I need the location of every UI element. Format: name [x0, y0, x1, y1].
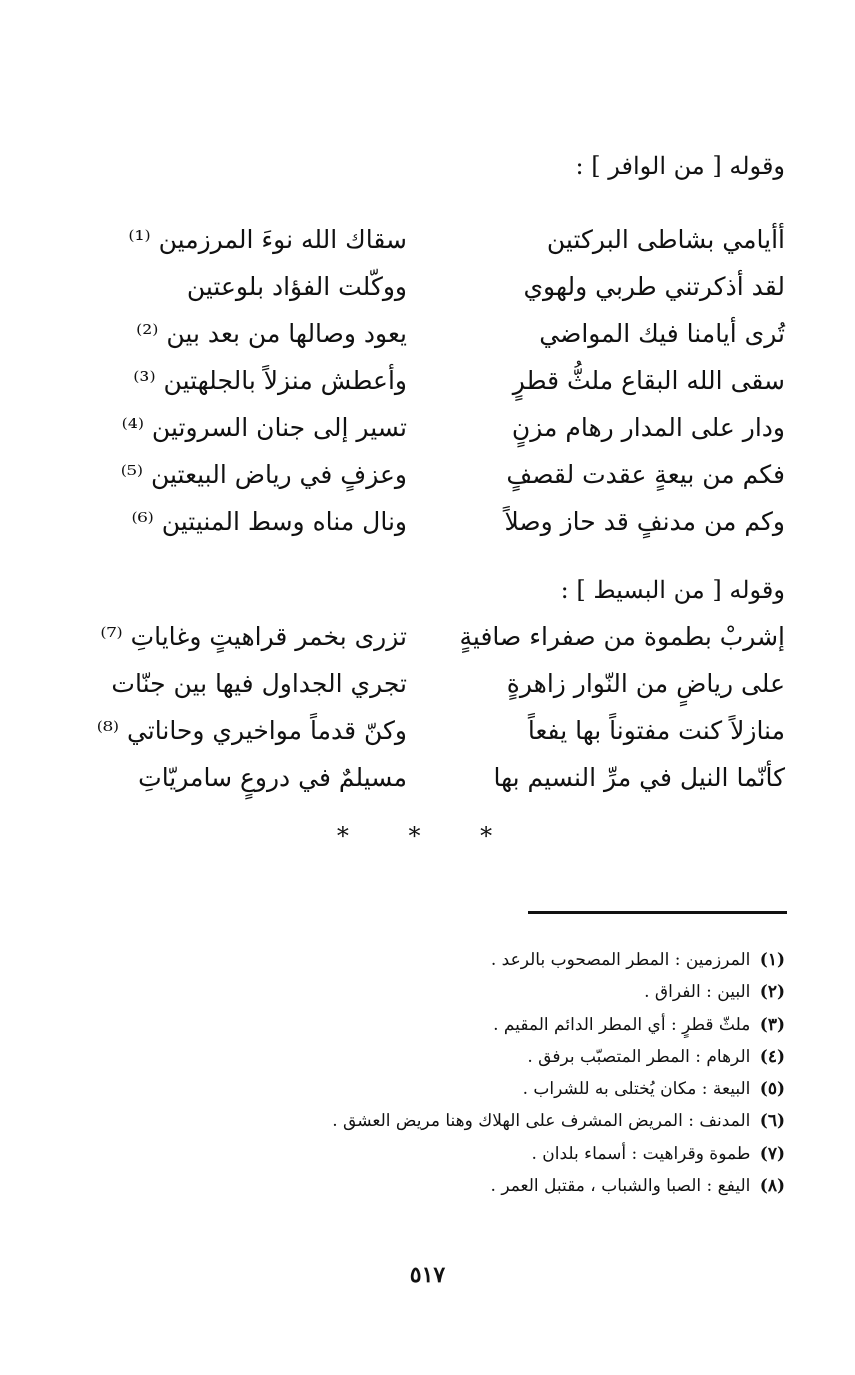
footnote-number: (١) [759, 950, 785, 970]
verse-first-hemistich: أأيامي بشاطى البركتين [546, 225, 785, 254]
verse-second-hemistich: وعزفٍ في رياض البيعتين ⁽⁵⁾ [120, 460, 407, 489]
verse-first-hemistich: لقد أذكرتني طربي ولهوي [523, 272, 785, 301]
footnote-text: المدنف : المريض المشرف على الهلاك وهنا مريض العشق . [332, 1111, 751, 1132]
footnote-number: (٨) [759, 1176, 785, 1197]
verse-line [0, 615, 855, 659]
footnote-text: البيعة : مكان يُختلى به للشراب . [522, 1079, 751, 1100]
footnote-item [65, 1105, 785, 1137]
verse-line [0, 662, 855, 706]
verse-second-hemistich: سقاك الله نوءَ المرزمين ⁽¹⁾ [128, 225, 407, 254]
footnote-divider [528, 911, 787, 914]
footnote-text: اليفع : الصبا والشباب ، مقتبل العمر . [490, 1176, 751, 1197]
verse-first-hemistich: على رياضٍ من النّوار زاهرةٍ [506, 669, 785, 698]
footnote-text: ملثّ قطرٍ : أي المطر الدائم المقيم . [493, 1014, 751, 1035]
verse-first-hemistich: تُرى أيامنا فيك المواضي [539, 319, 785, 348]
verse-first-hemistich: وكم من مدنفٍ قد حاز وصلاً [504, 507, 785, 536]
section-heading-basit: وقوله [ من البسيط ] : [560, 576, 785, 604]
verse-first-hemistich: كأنّما النيل في مرِّ النسيم بها [493, 763, 785, 792]
verse-line [0, 312, 855, 356]
verse-second-hemistich: ووكّلت الفؤاد بلوعتين [186, 272, 407, 301]
verse-line [0, 265, 855, 309]
verse-second-hemistich: يعود وصالها من بعد بين ⁽²⁾ [136, 319, 407, 348]
verse-first-hemistich: فكم من بيعةٍ عقدت لقصفٍ [506, 460, 785, 489]
footnote-item [65, 1009, 785, 1041]
footnote-number: (٢) [759, 982, 785, 1003]
footnote-number: (٤) [759, 1046, 785, 1067]
verse-line [0, 453, 855, 497]
footnote-number: (٥) [759, 1079, 785, 1100]
footnote-text: الرهام : المطر المتصبّب برفق . [527, 1046, 751, 1067]
page-number: ٥١٧ [409, 1262, 446, 1288]
verse-first-hemistich: سقى الله البقاع ملثُّ قطرٍ [512, 366, 785, 395]
verse-second-hemistich: تزرى بخمر قراهيتٍ وغاياتِ ⁽⁷⁾ [100, 622, 407, 651]
footnote-item [65, 944, 785, 976]
footnote-item [65, 976, 785, 1008]
verse-first-hemistich: إشربْ بطموة من صفراء صافيةٍ [459, 622, 785, 651]
verse-line [0, 500, 855, 544]
verse-line [0, 756, 855, 800]
footnotes [65, 944, 785, 1202]
footnote-item [65, 1041, 785, 1073]
verse-line [0, 406, 855, 450]
verse-line [0, 218, 855, 262]
verse-second-hemistich: وكنّ قدماً مواخيري وحاناتي ⁽⁸⁾ [96, 716, 407, 745]
verse-second-hemistich: تسير إلى جنان السروتين ⁽⁴⁾ [121, 413, 407, 442]
verse-first-hemistich: منازلاً كنت مفتوناً بها يفعاً [527, 716, 785, 745]
footnote-item [65, 1170, 785, 1202]
verse-second-hemistich: ونال مناه وسط المنيتين ⁽⁶⁾ [131, 507, 407, 536]
section-separator: * * * [336, 822, 519, 850]
verse-second-hemistich: تجري الجداول فيها بين جنّات [111, 669, 407, 698]
footnote-number: (٧) [759, 1143, 785, 1164]
footnote-text: المرزمين : المطر المصحوب بالرعد . [490, 950, 751, 970]
footnote-number: (٣) [759, 1014, 785, 1035]
verse-first-hemistich: ودار على المدار رهام مزنٍ [511, 413, 785, 442]
verse-line [0, 359, 855, 403]
verse-line [0, 709, 855, 753]
verse-second-hemistich: وأعطش منزلاً بالجلهتين ⁽³⁾ [133, 366, 407, 395]
footnote-item [65, 1138, 785, 1170]
footnote-text: طموة وقراهيت : أسماء بلدان . [531, 1143, 751, 1164]
footnote-text: البين : الفراق . [644, 982, 751, 1003]
footnote-item [65, 1073, 785, 1105]
footnote-number: (٦) [759, 1111, 785, 1132]
verse-second-hemistich: مسيلمٌ في دروعٍ سامريّاتِ [138, 763, 407, 792]
section-heading-wafir: وقوله [ من الوافر ] : [575, 152, 785, 180]
